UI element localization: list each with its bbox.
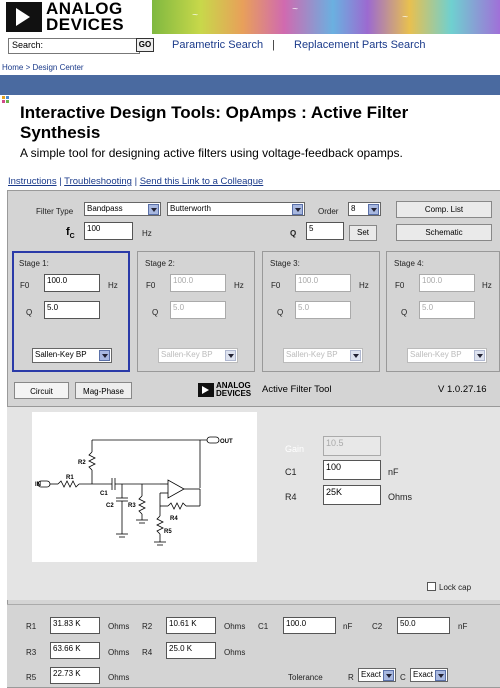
link-separator: | <box>56 176 65 187</box>
filter-type-select[interactable]: Bandpass <box>84 202 161 216</box>
fc-unit: Hz <box>142 229 152 238</box>
tol-r-select[interactable]: Exact <box>358 668 396 682</box>
fc-label: $f_C$ <box>66 226 75 241</box>
stage-4-panel[interactable] <box>386 251 500 372</box>
dots-icon <box>2 96 12 106</box>
c1-comp-value: 100.0 <box>283 617 336 634</box>
breadcrumb[interactable]: Home > Design Center <box>2 63 84 72</box>
label-in: IN <box>35 482 41 488</box>
schematic-svg <box>32 412 257 562</box>
set-button[interactable]: Set <box>349 225 377 241</box>
tab-mag-phase[interactable]: Mag-Phase <box>75 382 132 399</box>
r4-unit: Ohms <box>388 492 413 502</box>
stage-q-input[interactable]: 5.0 <box>419 301 475 319</box>
stage-q-label: Q <box>26 308 33 317</box>
nav-bar <box>0 75 500 95</box>
stage-type-select[interactable]: Sallen-Key BP <box>283 348 363 363</box>
brand-logo-icon <box>198 383 214 397</box>
r1-label: R1 <box>26 622 37 631</box>
stage-q-input[interactable]: 5.0 <box>170 301 226 319</box>
f0-input[interactable]: 100.0 <box>419 274 475 292</box>
comp-list-button[interactable]: Comp. List <box>396 201 492 218</box>
r4-comp-value: 25.0 K <box>166 642 216 659</box>
r5-unit: Ohms <box>108 673 130 682</box>
f0-label: F0 <box>20 281 30 290</box>
stage-q-label: Q <box>401 308 408 317</box>
f0-input[interactable]: 100.0 <box>295 274 351 292</box>
replacement-parts-link[interactable]: Replacement Parts Search <box>294 39 426 51</box>
brand-text: ANALOG DEVICES <box>216 381 252 398</box>
search-input[interactable]: Search: <box>8 38 140 54</box>
schematic-button[interactable]: Schematic <box>396 224 492 241</box>
tol-c-select[interactable]: Exact <box>410 668 448 682</box>
chevron-down-icon <box>99 350 110 361</box>
f0-label: F0 <box>271 281 281 290</box>
c1-comp-unit: nF <box>343 622 353 631</box>
send-link[interactable]: Send this Link to a Colleague <box>139 176 264 187</box>
logo-text: ANALOG DEVICES <box>46 0 125 34</box>
c1-label: C1 <box>285 467 297 477</box>
fc-input[interactable]: 100 <box>84 222 133 240</box>
stage-title: Stage 1: <box>19 259 49 268</box>
go-button[interactable]: GO <box>136 38 154 52</box>
f0-unit: Hz <box>108 281 118 290</box>
troubleshooting-link[interactable]: Troubleshooting <box>64 176 132 187</box>
gain-label: Gain <box>285 444 305 454</box>
q-label: Q <box>290 229 297 238</box>
analog-devices-logo[interactable] <box>6 2 42 32</box>
c2-unit: nF <box>458 622 468 631</box>
order-label: Order <box>318 207 339 216</box>
c1-unit: nF <box>388 467 399 477</box>
stage-q-input[interactable]: 5.0 <box>295 301 351 319</box>
stage-type-select[interactable]: Sallen-Key BP <box>158 348 238 363</box>
r2-value: 10.61 K <box>166 617 216 634</box>
c1-input[interactable]: 100 <box>323 460 381 480</box>
chevron-down-icon <box>474 350 485 361</box>
version-label: V 1.0.27.16 <box>438 384 487 395</box>
stage-type-select[interactable]: Sallen-Key BP <box>32 348 112 363</box>
stage-3-panel[interactable] <box>262 251 380 372</box>
q-input[interactable]: 5 <box>306 222 344 240</box>
f0-input[interactable]: 100.0 <box>170 274 226 292</box>
f0-label: F0 <box>146 281 156 290</box>
label-c1: C1 <box>100 491 108 497</box>
r1-unit: Ohms <box>108 622 130 631</box>
label-c2: C2 <box>106 503 114 509</box>
tab-circuit[interactable]: Circuit <box>14 382 69 399</box>
stage-title: Stage 2: <box>145 259 175 268</box>
separator: | <box>272 39 275 51</box>
c2-label: C2 <box>372 622 383 631</box>
label-r2: R2 <box>78 460 86 466</box>
lock-cap-label: Lock cap <box>439 583 472 592</box>
stage-q-label: Q <box>277 308 284 317</box>
banner-decoration: ~ <box>402 12 408 23</box>
gain-field: 10.5 <box>323 436 381 456</box>
lock-cap-checkbox[interactable] <box>427 582 436 591</box>
r3-label: R3 <box>26 648 37 657</box>
chevron-down-icon <box>435 670 446 681</box>
chevron-down-icon <box>148 204 159 215</box>
label-r5: R5 <box>164 529 172 535</box>
r3-unit: Ohms <box>108 648 130 657</box>
label-out: OUT <box>220 439 233 445</box>
label-r1: R1 <box>66 475 74 481</box>
tol-c-label: C <box>400 673 406 682</box>
instructions-link[interactable]: Instructions <box>8 176 57 187</box>
page-subtitle: A simple tool for designing active filters using voltage-feedback opamps. <box>20 146 403 160</box>
chevron-down-icon <box>350 350 361 361</box>
banner-decoration: ~ <box>192 10 198 21</box>
r3-value: 63.66 K <box>50 642 100 659</box>
f0-label: F0 <box>395 281 405 290</box>
chevron-down-icon <box>383 670 394 681</box>
r4-input[interactable]: 25K <box>323 485 381 505</box>
parametric-search-link[interactable]: Parametric Search <box>172 39 264 51</box>
stage-q-input[interactable]: 5.0 <box>44 301 100 319</box>
r4-comp-label: R4 <box>142 648 153 657</box>
stage-title: Stage 4: <box>394 259 424 268</box>
stage-2-panel[interactable] <box>137 251 255 372</box>
label-r4: R4 <box>170 516 178 522</box>
help-links <box>8 176 263 187</box>
stage-title: Stage 3: <box>270 259 300 268</box>
tool-name: Active Filter Tool <box>262 384 332 395</box>
page-title: Interactive Design Tools: OpAmps : Active Filter Synthesis <box>20 103 409 142</box>
r5-value: 22.73 K <box>50 667 100 684</box>
response-select[interactable]: Butterworth <box>167 202 305 216</box>
tol-r-label: R <box>348 673 354 682</box>
r4-label: R4 <box>285 492 297 502</box>
f0-unit: Hz <box>234 281 244 290</box>
tolerance-label: Tolerance <box>288 673 323 682</box>
r5-label: R5 <box>26 673 37 682</box>
banner-decoration: ~ <box>292 4 298 15</box>
f0-unit: Hz <box>482 281 492 290</box>
r4-comp-unit: Ohms <box>224 648 246 657</box>
r2-label: R2 <box>142 622 153 631</box>
f0-unit: Hz <box>359 281 369 290</box>
chevron-down-icon <box>225 350 236 361</box>
filter-type-label: Filter Type <box>36 207 74 216</box>
logo-triangle-icon <box>16 8 30 26</box>
order-select[interactable]: 8 <box>348 202 381 216</box>
label-r3: R3 <box>128 503 136 509</box>
r1-value: 31.83 K <box>50 617 100 634</box>
c1-comp-label: C1 <box>258 622 269 631</box>
chevron-down-icon <box>368 204 379 215</box>
stage-type-select[interactable]: Sallen-Key BP <box>407 348 487 363</box>
f0-input[interactable]: 100.0 <box>44 274 100 292</box>
chevron-down-icon <box>292 204 303 215</box>
stage-1-panel[interactable] <box>12 251 130 372</box>
c2-value: 50.0 <box>397 617 450 634</box>
header-banner <box>152 0 500 34</box>
stage-q-label: Q <box>152 308 159 317</box>
r2-unit: Ohms <box>224 622 246 631</box>
link-separator: | <box>131 176 140 187</box>
circuit-diagram <box>32 412 257 562</box>
